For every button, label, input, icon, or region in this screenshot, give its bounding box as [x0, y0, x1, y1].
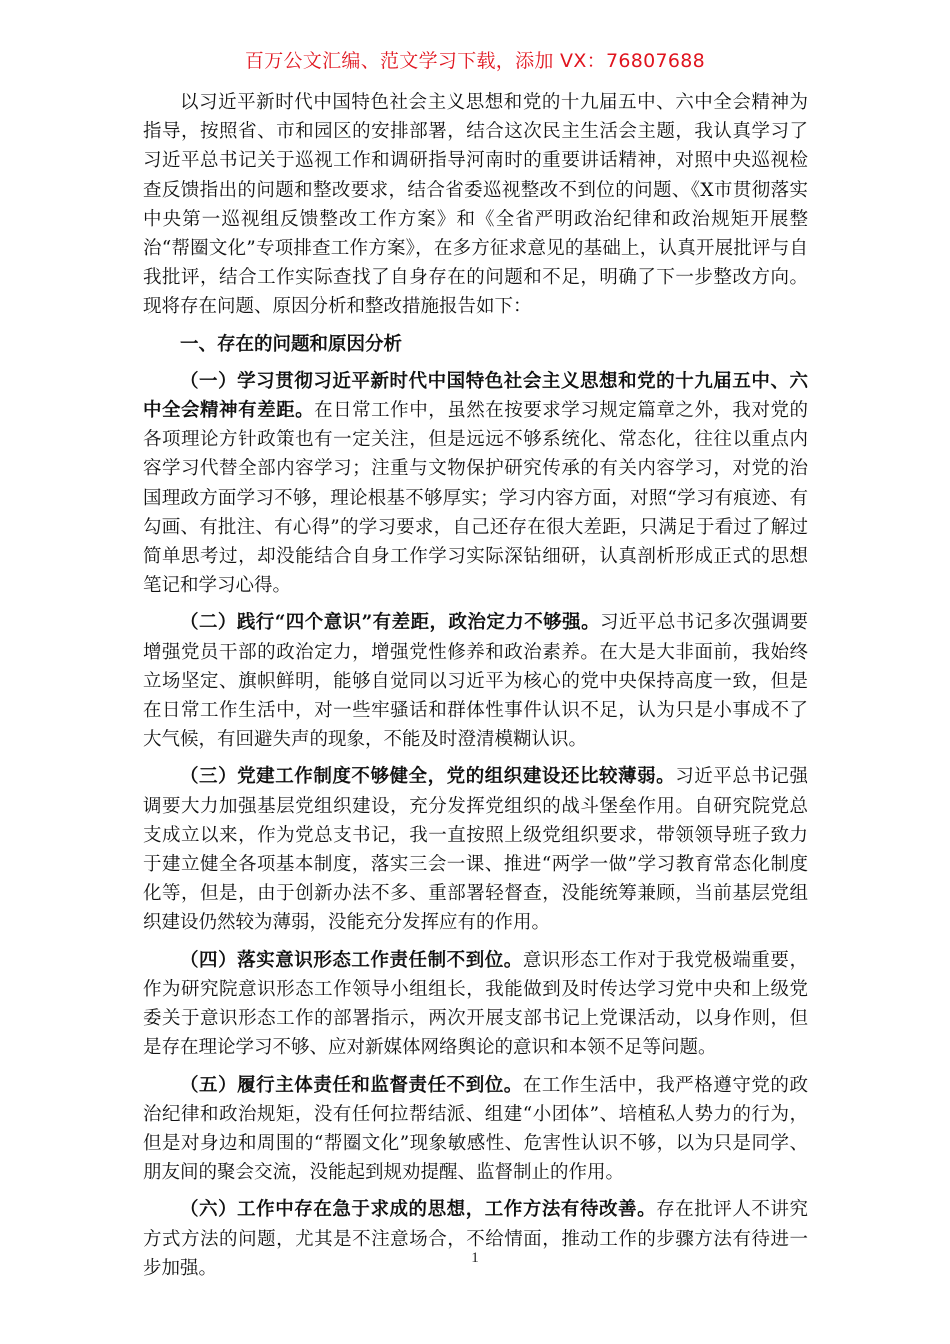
issue-lead-3: （三）党建工作制度不够健全，党的组织建设还比较薄弱。 — [180, 766, 676, 788]
issue-body-6: 存在批评人不讲究方式方法的问题，尤其是不注意场合，不给情面，推动工作的步骤方法有待进一步加强。 — [143, 1199, 808, 1279]
issue-body-5: 在工作生活中，我严格遵守党的政治纪律和政治规矩，没有任何拉帮结派、组建“小团体”、培植私人势力的行为，但是对身边和周围的“帮圈文化”现象敏感性、危害性认识不够，以为只是同学、朋友间的聚会交流，没能起到规劝提醒、监督制止的作用。 — [143, 1074, 808, 1184]
issue-paragraph-4 — [143, 946, 808, 1063]
issue-body-4: 意识形态工作对于我党极端重要，作为研究院意识形态工作领导小组组长，我能做到及时传达学习党中央和上级党委关于意识形态工作的部署指示，两次开展支部书记上党课活动，以身作则，但是存在理论学习不够、应对新媒体网络舆论的意识和本领不足等问题。 — [143, 949, 808, 1059]
issue-paragraph-6 — [143, 1195, 808, 1283]
issue-paragraph-3 — [143, 762, 808, 937]
issue-lead-6: （六）工作中存在急于求成的思想，工作方法有待改善。 — [180, 1199, 657, 1221]
page-number: 1 — [471, 1250, 479, 1266]
issue-body-3: 习近平总书记强调要大力加强基层党组织建设，充分发挥党组织的战斗堡垒作用。自研究院党总支成立以来，作为党总支书记，我一直按照上级党组织要求，带领领导班子致力于建立健全各项基本制度，落实三会一课、推进“两学一做”学习教育常态化制度化等，但是，由于创新办法不多、重部署轻督查，没能统筹兼顾，当前基层党组织建设仍然较为薄弱，没能充分发挥应有的作用。 — [143, 766, 808, 934]
promo-header: 百万公文汇编、范文学习下载，添加 VX：76807688 — [244, 50, 706, 72]
issue-body-1: 在日常工作中，虽然在按要求学习规定篇章之外，我对党的各项理论方针政策也有一定关注，但是远远不够系统化、常态化，往往以重点内容学习代替全部内容学习；注重与文物保护研究传承的有关内容学习，对党的治国理政方面学习不够，理论根基不够厚实；学习内容方面，对照“学习有痕迹、有勾画、有批注、有心得”的学习要求，自己还存在很大差距，只满足于看过了解过简单思考过，却没能结合自身工作学习实际深钻细研，认真剖析形成正式的思想笔记和学习心得。 — [143, 400, 808, 597]
section-heading: 一、存在的问题和原因分析 — [180, 333, 403, 355]
issue-lead-4: （四）落实意识形态工作责任制不到位。 — [180, 949, 523, 971]
issue-paragraph-5 — [143, 1071, 808, 1188]
issue-paragraph-1 — [143, 367, 808, 601]
document-body — [143, 88, 808, 1283]
issue-lead-1: （一）学习贯彻习近平新时代中国特色社会主义思想和党的十九届五中、六中全会精神有差距。 — [143, 370, 808, 422]
issue-paragraph-2 — [143, 608, 808, 754]
issue-lead-2: （二）践行“四个意识”有差距，政治定力不够强。 — [180, 612, 601, 634]
issue-body-2: 习近平总书记多次强调要增强党员干部的政治定力，增强党性修养和政治素养。在大是大非面前，我始终立场坚定、旗帜鲜明，能够自觉同以习近平为核心的党中央保持高度一致，但是在日常工作生活中，对一些牢骚话和群体性事件认识不足，认为只是小事成不了大气候，有回避失声的现象，不能及时澄清模糊认识。 — [143, 612, 808, 751]
issue-lead-5: （五）履行主体责任和监督责任不到位。 — [180, 1074, 523, 1096]
intro-paragraph: 以习近平新时代中国特色社会主义思想和党的十九届五中、六中全会精神为指导，按照省、市和园区的安排部署，结合这次民主生活会主题，我认真学习了习近平总书记关于巡视工作和调研指导河南时的重要讲话精神，对照中央巡视检查反馈指出的问题和整改要求，结合省委巡视整改不到位的问题、《X市贯彻落实中央第一巡视组反馈整改工作方案》和《全省严明政治纪律和政治规矩开展整治“帮圈文化”专项排查工作方案》，在多方征求意见的基础上，认真开展批评与自我批评，结合工作实际查找了自身存在的问题和不足，明确了下一步整改方向。现将存在问题、原因分析和整改措施报告如下： — [143, 92, 808, 318]
